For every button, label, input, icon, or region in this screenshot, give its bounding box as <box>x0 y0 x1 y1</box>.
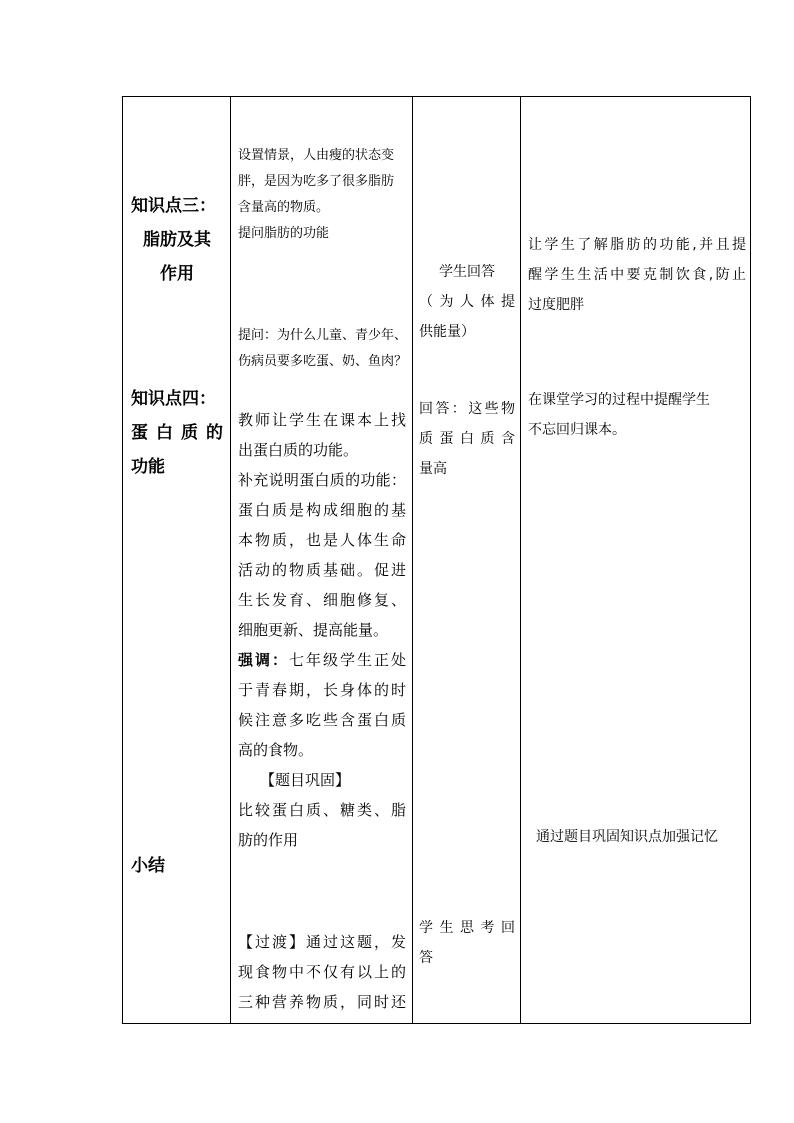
student-answer-fat: 学生回答 （为人体提 供能量） <box>419 264 515 340</box>
design-intent-fat: 让学生了解脂肪的功能,并且提 醒学生生活中要克制饮食,防止 过度肥胖 <box>528 237 746 313</box>
column-divider <box>520 97 521 1023</box>
summary-heading: 小结 <box>131 856 165 876</box>
design-intent-protein: 在课堂学习的过程中提醒学生 不忘回归课本。 <box>528 392 710 438</box>
transition-text: 【过渡】通过这题，发 现食物中不仅有以上的 三种营养物质，同时还 <box>238 933 406 1011</box>
knowledge-point-3: 知识点三： 脂肪及其 作用 <box>131 196 216 284</box>
student-answer-think: 学生思考回 答 <box>419 920 515 966</box>
knowledge-point-4: 知识点四： 蛋白质的 功能 <box>131 389 223 477</box>
fat-scenario-text: 设置情景，人由瘦的状态变 胖，是因为吃多了很多脂肪 含量高的物质。 提问脂肪的功能 <box>238 148 395 241</box>
student-answer-protein: 回答：这些物 质蛋白质含 量高 <box>419 401 515 477</box>
protein-explanation-text: 教师让学生在课本上找 出蛋白质的功能。 补充说明蛋白质的功能： 蛋白质是构成细胞的基 本物质，也是人体生命 活动的物质基础。促进 生长发育、细胞修复、 细胞更新、提高能量。 强调：七年级学生正处 于青春期，长身体的时 候注意多吃些含蛋白质 高的食物。 【题目巩固】 比较蛋白质、糖类、脂 肪的作用 <box>238 411 406 849</box>
design-intent-exercise: 通过题目巩固知识点加强记忆 <box>536 829 718 845</box>
column-divider <box>412 97 413 1023</box>
protein-question-text: 提问：为什么儿童、青少年、 伤病员要多吃蛋、奶、鱼肉？ <box>238 328 408 369</box>
lesson-plan-table <box>122 96 751 1024</box>
column-divider <box>230 97 231 1023</box>
